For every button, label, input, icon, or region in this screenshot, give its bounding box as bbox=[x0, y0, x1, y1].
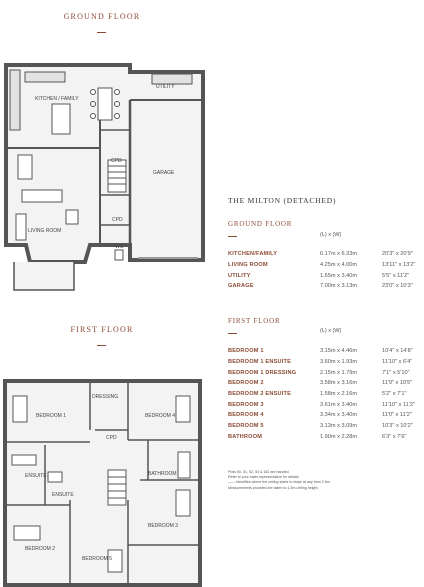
bedroom-1-label: BEDROOM 1 bbox=[36, 413, 67, 419]
room-name: BEDROOM 4 bbox=[228, 412, 264, 419]
room-row bbox=[228, 270, 415, 281]
room-imperial: 20'3" x 20'9" bbox=[382, 251, 413, 258]
ensuite-label-2: ENSUITE bbox=[52, 492, 74, 498]
room-name: BEDROOM 2 ENSUITE bbox=[228, 391, 292, 398]
first-floor-plan bbox=[5, 381, 200, 585]
first-floor-title: FIRST FLOOR bbox=[70, 325, 134, 334]
cpd-label-3: CPD bbox=[106, 435, 117, 441]
room-name: LIVING ROOM bbox=[228, 262, 268, 269]
first-floor-table bbox=[228, 346, 415, 442]
room-imperial: 5'2" x 7'1" bbox=[382, 391, 407, 398]
room-metric: 2.15m x 1.79m bbox=[320, 369, 357, 376]
garage-label: GARAGE bbox=[153, 170, 175, 176]
room-row bbox=[228, 367, 415, 378]
room-imperial: 11'9" x 10'5" bbox=[382, 380, 413, 387]
first-column-header: (L) x (W) bbox=[320, 328, 342, 334]
room-row bbox=[228, 389, 415, 400]
property-title: THE MILTON (DETACHED) bbox=[228, 196, 337, 205]
room-imperial: 13'11" x 13'2" bbox=[382, 262, 416, 269]
dressing-label: DRESSING bbox=[92, 394, 119, 400]
room-row bbox=[228, 346, 415, 357]
ground-heading-dash bbox=[228, 236, 237, 237]
room-row bbox=[228, 249, 415, 260]
ground-floor-table bbox=[228, 249, 415, 292]
room-metric: 3.15m x 4.46m bbox=[320, 348, 357, 355]
room-imperial: 11'10" x 6'4" bbox=[382, 359, 413, 366]
first-floor-heading: FIRST FLOOR bbox=[228, 317, 281, 325]
room-name: BEDROOM 1 ENSUITE bbox=[228, 359, 292, 366]
room-row bbox=[228, 260, 415, 271]
room-metric: 3.13m x 3.09m bbox=[320, 423, 357, 430]
room-imperial: 10'3" x 10'2" bbox=[382, 423, 413, 430]
ground-floor-heading: GROUND FLOOR bbox=[228, 220, 293, 228]
note-line: —— Identifies where the ceiling starts to slope at any from 2.6m bbox=[228, 480, 330, 485]
room-row bbox=[228, 378, 415, 389]
first-heading-dash bbox=[228, 333, 237, 334]
room-metric: 1.65m x 3.40m bbox=[320, 272, 357, 279]
room-name: BEDROOM 3 bbox=[228, 401, 264, 408]
living-room-label: LIVING ROOM bbox=[28, 228, 62, 234]
note-line: Plots 50, 51, 52, 53 & 182 are handed. bbox=[228, 470, 290, 474]
note-line: Refer to your sales representative for details. bbox=[228, 475, 300, 480]
room-imperial: 23'0" x 10'3" bbox=[382, 283, 413, 290]
room-name: GARAGE bbox=[228, 283, 254, 290]
room-row bbox=[228, 357, 415, 368]
cpd-label-2: CPD bbox=[112, 217, 123, 223]
room-metric: 3.34m x 3.40m bbox=[320, 412, 357, 419]
bedroom-5-label: BEDROOM 5 bbox=[82, 556, 113, 562]
room-row bbox=[228, 421, 415, 432]
bedroom-3-label: BEDROOM 3 bbox=[148, 523, 179, 529]
room-name: BEDROOM 2 bbox=[228, 380, 264, 387]
room-imperial: 10'4" x 14'8" bbox=[382, 348, 413, 355]
room-imperial: 7'1" x 5'10" bbox=[382, 369, 410, 376]
room-imperial: 11'0" x 11'2" bbox=[382, 412, 412, 419]
room-imperial: 11'10" x 11'2" bbox=[382, 401, 415, 408]
room-metric: 1.90m x 2.28m bbox=[320, 433, 357, 440]
ground-floor-title: GROUND FLOOR bbox=[63, 12, 141, 21]
room-name: BEDROOM 1 bbox=[228, 348, 264, 355]
room-name: BEDROOM 5 bbox=[228, 423, 264, 430]
room-imperial: 6'3" x 7'6" bbox=[382, 433, 407, 440]
room-name: BEDROOM 1 DRESSING bbox=[228, 369, 297, 376]
room-row bbox=[228, 399, 415, 410]
room-name: KITCHEN/FAMILY bbox=[228, 251, 278, 258]
ensuite-label-1: ENSUITE bbox=[25, 473, 47, 479]
utility-label: UTILITY bbox=[156, 84, 175, 90]
room-name: BATHROOM bbox=[228, 433, 263, 440]
room-metric: 7.00m x 3.13m bbox=[320, 283, 357, 290]
bathroom-label: BATHROOM bbox=[148, 471, 177, 477]
room-metric: 4.25m x 4.00m bbox=[320, 262, 357, 269]
room-metric: 1.58m x 2.16m bbox=[320, 391, 357, 398]
note-line: Measurements provided are taken to 1.5m ceiling height. bbox=[228, 485, 319, 490]
room-metric: 3.58m x 3.16m bbox=[320, 380, 357, 387]
kitchen-family-label: KITCHEN / FAMILY bbox=[35, 96, 79, 102]
plan-notes bbox=[228, 470, 418, 491]
bedroom-2-label: BEDROOM 2 bbox=[25, 546, 56, 552]
room-metric: 3.61m x 3.40m bbox=[320, 401, 357, 408]
bedroom-4-label: BEDROOM 4 bbox=[145, 413, 176, 419]
room-name: UTILITY bbox=[228, 272, 251, 279]
room-imperial: 5'5" x 11'2" bbox=[382, 272, 410, 279]
room-row bbox=[228, 410, 415, 421]
room-metric: 6.17m x 6.33m bbox=[320, 251, 357, 258]
wc-label: WC bbox=[115, 244, 124, 250]
cpd-label-1: CPD bbox=[111, 158, 122, 164]
ground-column-header: (L) x (W) bbox=[320, 232, 342, 238]
room-metric: 3.60m x 1.93m bbox=[320, 359, 357, 366]
room-row bbox=[228, 432, 415, 443]
room-row bbox=[228, 281, 415, 292]
